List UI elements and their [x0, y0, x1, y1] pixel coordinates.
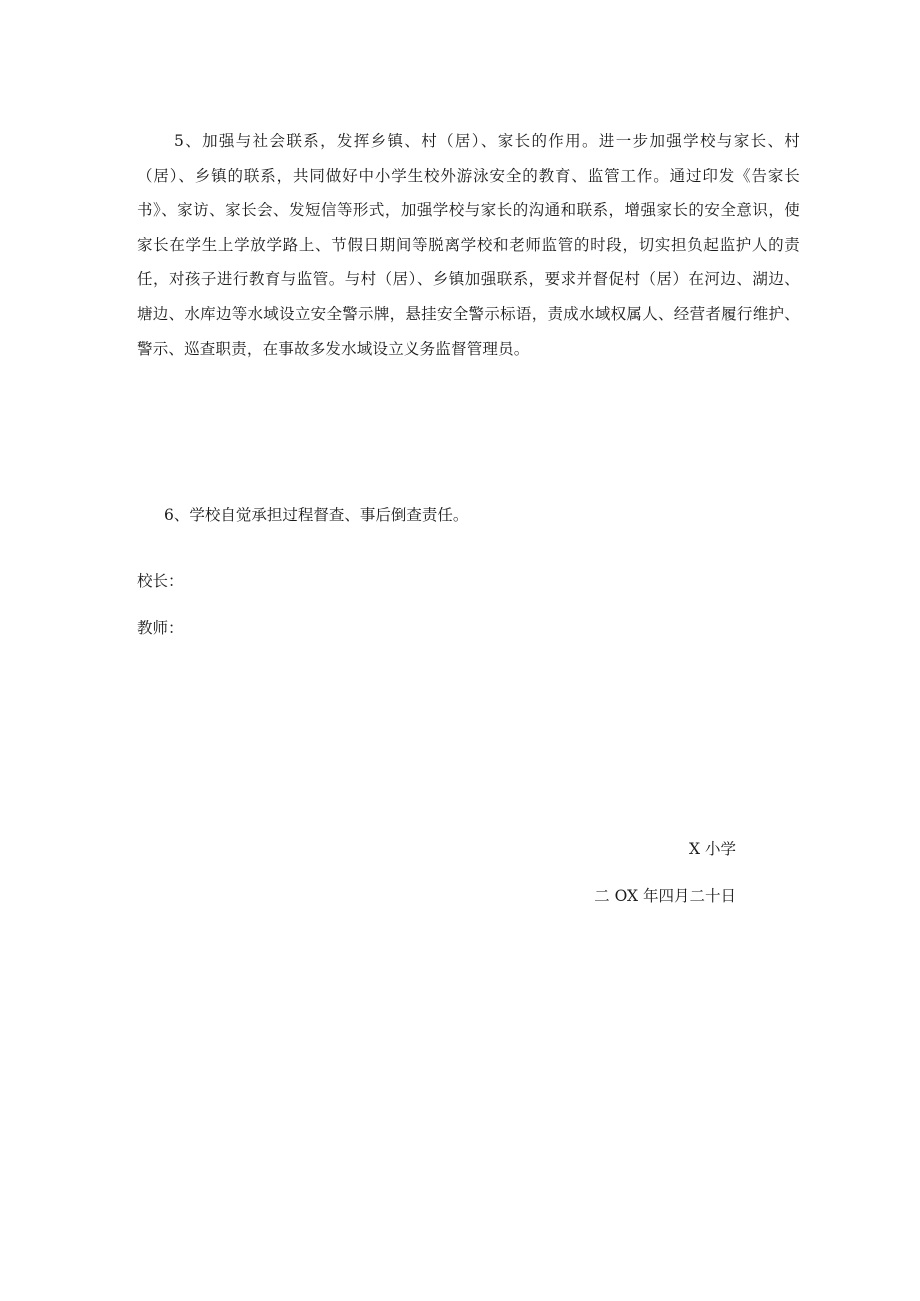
teacher-signature-label: 教师： — [137, 619, 184, 637]
paragraph-item-5: 5、加强与社会联系，发挥乡镇、村（居）、家长的作用。进一步加强学校与家长、村（居）、乡镇的联系，共同做好中小学生校外游泳安全的教育、监管工作。通过印发《告家长书》、家访、家长会、发短信等形式，加强学校与家长的沟通和联系，增强家长的安全意识，使家长在学生上学放学路上、节假日期间等脱离学校和老师监管的时段，切实担负起监护人的责任，对孩子进行教育与监管。与村（居）、乡镇加强联系，要求并督促村（居）在河边、湖边、塘边、水库边等水域设立安全警示牌，悬挂安全警示标语，责成水域权属人、经营者履行维护、警示、巡查职责，在事故多发水域设立义务监督管理员。 — [137, 132, 800, 358]
issue-date: 二 OX 年四月二十日 — [594, 887, 736, 905]
principal-signature-label: 校长： — [137, 572, 184, 590]
paragraph-item-6: 6、学校自觉承担过程督查、事后倒查责任。 — [164, 506, 469, 524]
school-name: X 小学 — [689, 840, 736, 858]
